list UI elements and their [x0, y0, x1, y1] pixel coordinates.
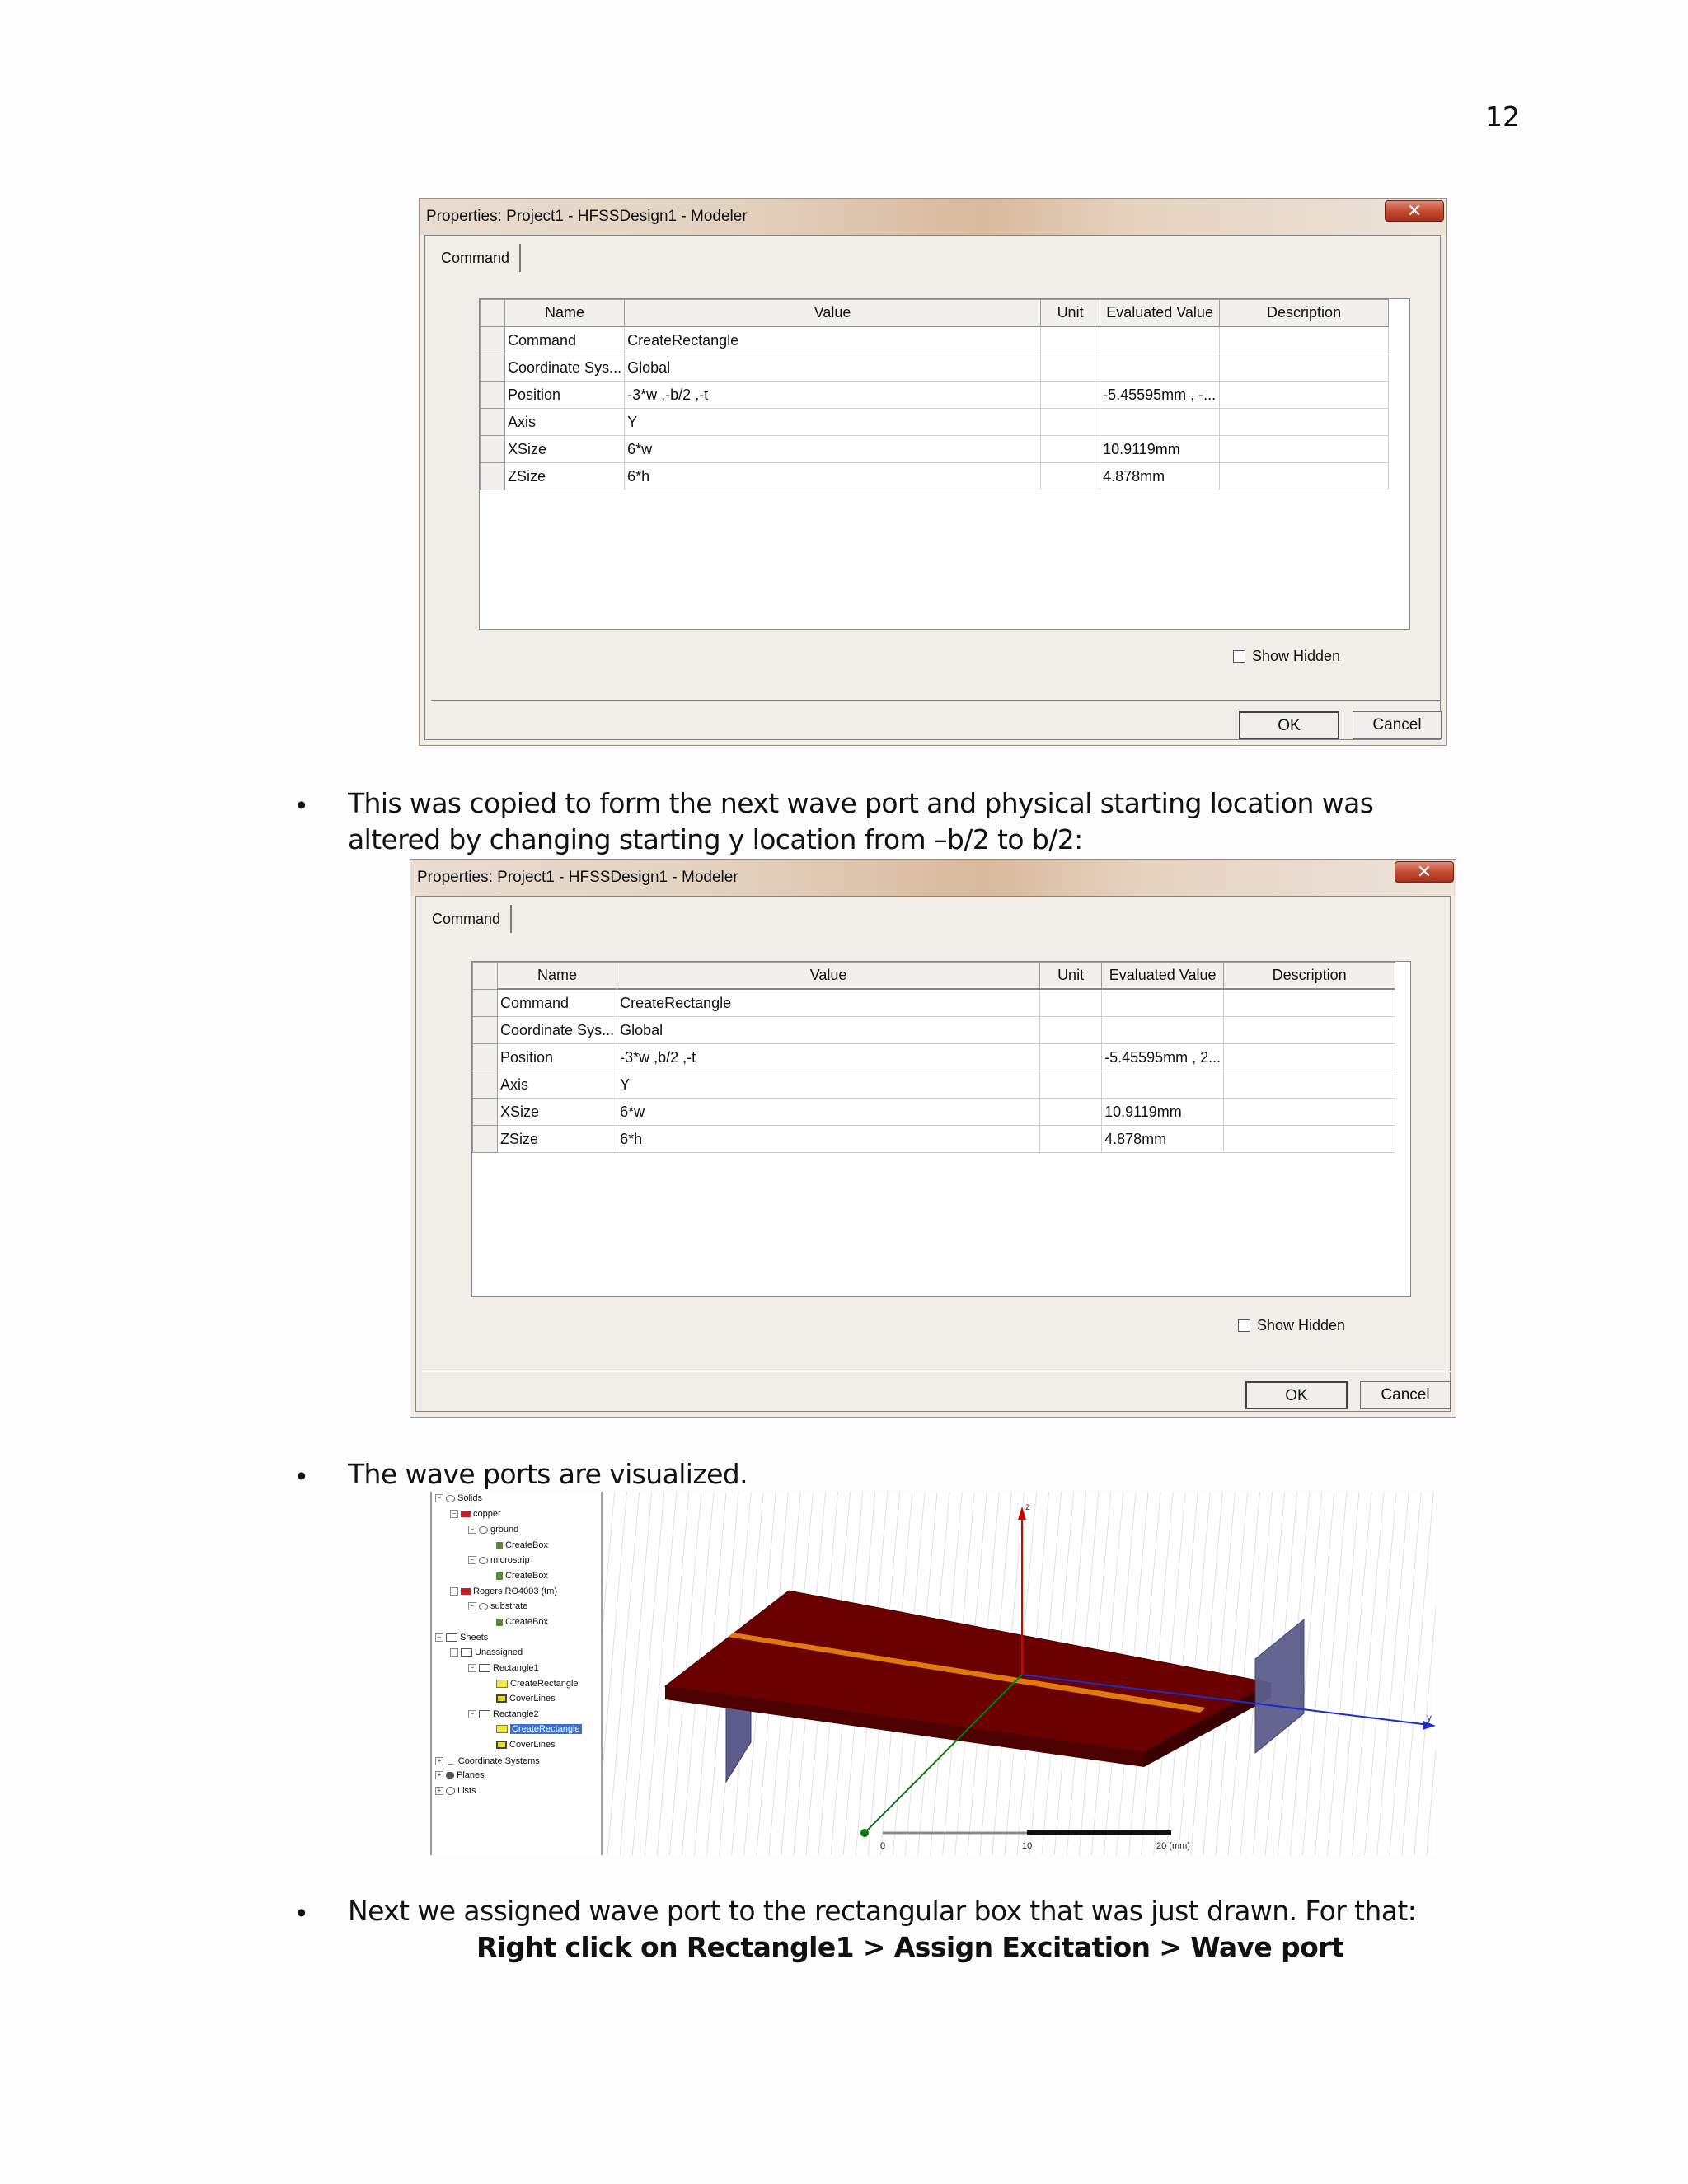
tree-item-copper[interactable] — [450, 1509, 501, 1519]
tree-label: Coordinate Systems — [457, 1756, 540, 1766]
tree-label: Rectangle2 — [493, 1709, 539, 1719]
expand-icon[interactable]: + — [435, 1757, 443, 1765]
rectangle-icon — [496, 1725, 508, 1733]
cell-value[interactable]: Y — [617, 1071, 1040, 1099]
cell-unit[interactable] — [1040, 1071, 1102, 1099]
row-header — [481, 463, 505, 490]
cell-description[interactable] — [1220, 436, 1389, 463]
close-icon[interactable]: ✕ — [1395, 861, 1454, 883]
column-header-name[interactable]: Name — [498, 963, 617, 990]
tree-label: CreateRectangle — [510, 1679, 579, 1689]
tree-label-selected: CreateRectangle — [512, 1724, 580, 1734]
column-header-unit[interactable]: Unit — [1040, 963, 1102, 990]
lists-icon — [446, 1787, 455, 1795]
table-row[interactable] — [473, 1017, 1395, 1044]
scene-svg — [603, 1492, 1436, 1855]
column-header-evaluated-value[interactable]: Evaluated Value — [1102, 963, 1224, 990]
collapse-icon[interactable]: − — [468, 1710, 476, 1718]
cell-evaluated: 4.878mm — [1100, 463, 1220, 490]
cell-evaluated — [1100, 354, 1220, 382]
row-header — [481, 326, 505, 354]
cell-value[interactable]: Global — [625, 354, 1041, 382]
tree-label: CoverLines — [509, 1694, 556, 1704]
cell-evaluated — [1102, 1017, 1224, 1044]
cell-value[interactable]: 6*w — [625, 436, 1041, 463]
table-row[interactable] — [481, 409, 1389, 436]
cell-name: Axis — [505, 409, 625, 436]
cell-value[interactable]: CreateRectangle — [617, 989, 1040, 1017]
cell-unit[interactable] — [1041, 409, 1100, 436]
operation-icon — [496, 1542, 503, 1549]
modeler-window — [430, 1492, 1436, 1855]
cell-value[interactable]: -3*w ,-b/2 ,-t — [625, 382, 1041, 409]
material-icon — [461, 1511, 471, 1517]
cell-description[interactable] — [1224, 1071, 1395, 1099]
tree-label: ground — [490, 1525, 519, 1535]
tree-label: Planes — [457, 1770, 485, 1780]
cell-unit[interactable] — [1040, 1126, 1102, 1153]
page-number: 12 — [1485, 101, 1520, 133]
properties-dialog-1 — [419, 198, 1447, 746]
tree-item-unassigned[interactable] — [450, 1647, 523, 1657]
sheet-icon — [461, 1648, 472, 1657]
row-header — [481, 354, 505, 382]
show-hidden-option[interactable] — [1238, 1317, 1345, 1334]
cell-evaluated: -5.45595mm , 2... — [1102, 1044, 1224, 1071]
operation-icon — [496, 1572, 503, 1580]
bullet-text-2: The wave ports are visualized. — [348, 1458, 748, 1490]
collapse-icon[interactable]: − — [468, 1556, 476, 1564]
cell-value[interactable]: 6*w — [617, 1099, 1040, 1126]
bullet-marker: • — [297, 1460, 307, 1491]
column-header-name[interactable]: Name — [505, 300, 625, 327]
row-header — [473, 1099, 498, 1126]
properties-grid — [471, 961, 1411, 1297]
table-row[interactable] — [473, 989, 1395, 1017]
cell-description[interactable] — [1220, 326, 1389, 354]
tree-item-lists[interactable] — [435, 1786, 476, 1796]
history-tree — [432, 1492, 603, 1855]
properties-table — [472, 962, 1395, 1153]
cell-description[interactable] — [1220, 354, 1389, 382]
coverlines-icon — [496, 1741, 507, 1749]
cell-description[interactable] — [1224, 989, 1395, 1017]
row-header-corner — [473, 963, 498, 990]
tree-item-solids[interactable] — [435, 1493, 482, 1503]
table-row[interactable] — [473, 1126, 1395, 1153]
solids-icon — [446, 1495, 455, 1502]
cell-name: ZSize — [498, 1126, 617, 1153]
cell-name: Coordinate Sys... — [505, 354, 625, 382]
cell-name: ZSize — [505, 463, 625, 490]
row-header — [473, 1071, 498, 1099]
collapse-icon[interactable]: − — [468, 1664, 476, 1672]
bullet-text-3: Next we assigned wave port to the rectangular box that was just drawn. For that: — [348, 1895, 1417, 1927]
tree-item-rectangle1[interactable] — [468, 1663, 539, 1673]
row-header-corner — [481, 300, 505, 327]
cell-name: XSize — [498, 1099, 617, 1126]
cancel-button[interactable]: Cancel — [1353, 711, 1442, 739]
close-icon[interactable]: ✕ — [1385, 200, 1444, 222]
tree-label: CoverLines — [509, 1740, 556, 1750]
cell-evaluated — [1100, 326, 1220, 354]
expand-icon[interactable]: + — [435, 1771, 443, 1779]
cell-value[interactable]: -3*w ,b/2 ,-t — [617, 1044, 1040, 1071]
cell-description[interactable] — [1224, 1099, 1395, 1126]
cell-description[interactable] — [1224, 1044, 1395, 1071]
scale-label-10: 10 — [1022, 1841, 1033, 1851]
table-row[interactable] — [473, 1044, 1395, 1071]
cell-value[interactable]: CreateRectangle — [625, 326, 1041, 354]
collapse-icon[interactable]: − — [435, 1494, 443, 1502]
row-header — [473, 989, 498, 1017]
collapse-icon[interactable]: − — [450, 1587, 458, 1596]
show-hidden-checkbox[interactable] — [1233, 650, 1245, 663]
sheet-icon — [446, 1633, 457, 1642]
cell-evaluated — [1102, 1071, 1224, 1099]
column-header-unit[interactable]: Unit — [1041, 300, 1100, 327]
tree-item-rectangle2[interactable] — [468, 1709, 539, 1719]
instruction-text: Right click on Rectangle1 > Assign Excitation > Wave port — [476, 1931, 1344, 1963]
column-header-description[interactable]: Description — [1220, 300, 1389, 327]
column-header-value[interactable]: Value — [625, 300, 1041, 327]
cell-description[interactable] — [1220, 463, 1389, 490]
ok-button[interactable]: OK — [1245, 1381, 1348, 1409]
cell-name: Coordinate Sys... — [498, 1017, 617, 1044]
collapse-icon[interactable]: − — [468, 1602, 476, 1610]
table-row[interactable] — [481, 436, 1389, 463]
column-header-description[interactable]: Description — [1224, 963, 1395, 990]
cell-evaluated — [1102, 989, 1224, 1017]
tree-label: microstrip — [490, 1555, 530, 1565]
tree-label: CreateBox — [505, 1571, 548, 1581]
scale-label-0: 0 — [880, 1841, 886, 1851]
tree-item-ground[interactable] — [468, 1525, 518, 1535]
axes-icon: ∟ — [446, 1755, 456, 1767]
x-axis-end — [860, 1829, 869, 1837]
cell-name: Command — [498, 989, 617, 1017]
table-row[interactable] — [481, 463, 1389, 490]
divider — [422, 1371, 1451, 1372]
coverlines-icon — [496, 1694, 507, 1703]
show-hidden-label: Show Hidden — [1252, 648, 1341, 664]
dialog-title: Properties: Project1 - HFSSDesign1 - Modeler — [410, 860, 1456, 896]
row-header — [481, 409, 505, 436]
tree-label: Rectangle1 — [493, 1663, 539, 1673]
tree-item-rectangle1-create[interactable] — [496, 1679, 579, 1689]
collapse-icon[interactable]: − — [468, 1526, 476, 1534]
row-header — [481, 436, 505, 463]
sheet-icon — [479, 1710, 490, 1718]
cell-name: Position — [505, 382, 625, 409]
wave-port-2[interactable] — [1255, 1619, 1304, 1753]
tree-label: Sheets — [460, 1633, 489, 1643]
ok-button[interactable]: OK — [1239, 711, 1339, 739]
tab-command[interactable]: Command — [422, 905, 512, 933]
cell-unit[interactable] — [1041, 463, 1100, 490]
object-icon — [479, 1603, 488, 1610]
cell-name: Position — [498, 1044, 617, 1071]
cell-unit[interactable] — [1040, 1017, 1102, 1044]
tree-item-rectangle2-create[interactable] — [496, 1724, 582, 1734]
show-hidden-label: Show Hidden — [1257, 1317, 1346, 1333]
tree-label: Lists — [457, 1786, 476, 1796]
column-header-value[interactable]: Value — [617, 963, 1040, 990]
tree-label: Rogers RO4003 (tm) — [473, 1586, 558, 1596]
cell-description[interactable] — [1220, 409, 1389, 436]
table-row[interactable] — [481, 354, 1389, 382]
tree-label: Solids — [457, 1493, 482, 1503]
cell-name: Command — [505, 326, 625, 354]
cell-evaluated: 10.9119mm — [1100, 436, 1220, 463]
cell-unit[interactable] — [1041, 436, 1100, 463]
cell-unit[interactable] — [1041, 382, 1100, 409]
tree-label: CreateBox — [505, 1540, 548, 1550]
object-icon — [479, 1526, 488, 1534]
expand-icon[interactable]: + — [435, 1787, 443, 1795]
tab-command[interactable]: Command — [431, 244, 521, 272]
tree-item-rogers[interactable] — [450, 1586, 557, 1596]
tree-item-substrate[interactable] — [468, 1601, 528, 1611]
properties-table — [480, 299, 1389, 490]
table-row[interactable] — [481, 382, 1389, 409]
cell-evaluated — [1100, 409, 1220, 436]
sheet-icon — [479, 1664, 490, 1672]
show-hidden-option[interactable] — [1233, 648, 1340, 665]
tree-item-planes[interactable] — [435, 1770, 485, 1780]
row-header — [473, 1126, 498, 1153]
tree-label: substrate — [490, 1601, 528, 1611]
bullet-marker: • — [297, 790, 307, 820]
bullet-marker: • — [297, 1897, 307, 1928]
tree-item-substrate-createbox[interactable] — [496, 1617, 548, 1627]
table-row[interactable] — [473, 1099, 1395, 1126]
material-icon — [461, 1588, 471, 1595]
dialog-title: Properties: Project1 - HFSSDesign1 - Modeler — [420, 199, 1446, 235]
cell-evaluated: 4.878mm — [1102, 1126, 1224, 1153]
tree-item-sheets[interactable] — [435, 1633, 488, 1643]
planes-icon — [446, 1772, 454, 1779]
cell-value[interactable]: 6*h — [617, 1126, 1040, 1153]
object-icon — [479, 1557, 488, 1564]
tree-item-microstrip[interactable] — [468, 1555, 530, 1565]
table-row[interactable] — [481, 326, 1389, 354]
cell-value[interactable]: Global — [617, 1017, 1040, 1044]
cell-description[interactable] — [1224, 1126, 1395, 1153]
z-axis-label: z — [1025, 1501, 1030, 1512]
show-hidden-checkbox[interactable] — [1238, 1319, 1250, 1332]
operation-icon — [496, 1619, 503, 1626]
row-header — [473, 1017, 498, 1044]
cell-evaluated: 10.9119mm — [1102, 1099, 1224, 1126]
tree-label: CreateBox — [505, 1617, 548, 1627]
tree-item-coordinate-systems[interactable] — [435, 1755, 540, 1767]
cell-description[interactable] — [1224, 1017, 1395, 1044]
divider — [431, 700, 1441, 701]
cell-unit[interactable] — [1040, 1099, 1102, 1126]
table-row[interactable] — [473, 1071, 1395, 1099]
properties-dialog-2 — [410, 859, 1456, 1418]
cell-unit[interactable] — [1040, 989, 1102, 1017]
column-header-evaluated-value[interactable]: Evaluated Value — [1100, 300, 1220, 327]
collapse-icon[interactable]: − — [450, 1648, 458, 1657]
scale-label-20: 20 (mm) — [1156, 1841, 1190, 1851]
cell-unit[interactable] — [1041, 326, 1100, 354]
row-header — [473, 1044, 498, 1071]
tree-label: Unassigned — [475, 1647, 523, 1657]
tree-item-microstrip-createbox[interactable] — [496, 1571, 548, 1581]
cell-value[interactable]: Y — [625, 409, 1041, 436]
row-header — [481, 382, 505, 409]
y-axis-label: y — [1427, 1712, 1432, 1723]
cell-evaluated: -5.45595mm , -... — [1100, 382, 1220, 409]
cell-description[interactable] — [1220, 382, 1389, 409]
cancel-button[interactable]: Cancel — [1360, 1381, 1451, 1409]
tree-item-rectangle2-cover[interactable] — [496, 1740, 556, 1750]
collapse-icon[interactable]: − — [435, 1633, 443, 1642]
cell-unit[interactable] — [1040, 1044, 1102, 1071]
properties-grid — [479, 298, 1410, 630]
collapse-icon[interactable]: − — [450, 1510, 458, 1518]
tree-item-rectangle1-cover[interactable] — [496, 1694, 556, 1704]
3d-viewport[interactable] — [603, 1492, 1436, 1855]
cell-name: XSize — [505, 436, 625, 463]
bullet-text-1: This was copied to form the next wave port and physical starting location was altered by changing starting y location from –b/2 to b/2: — [348, 787, 1374, 855]
tree-item-ground-createbox[interactable] — [496, 1540, 548, 1550]
cell-name: Axis — [498, 1071, 617, 1099]
cell-unit[interactable] — [1041, 354, 1100, 382]
tree-label: copper — [473, 1509, 501, 1519]
rectangle-icon — [496, 1680, 508, 1688]
cell-value[interactable]: 6*h — [625, 463, 1041, 490]
